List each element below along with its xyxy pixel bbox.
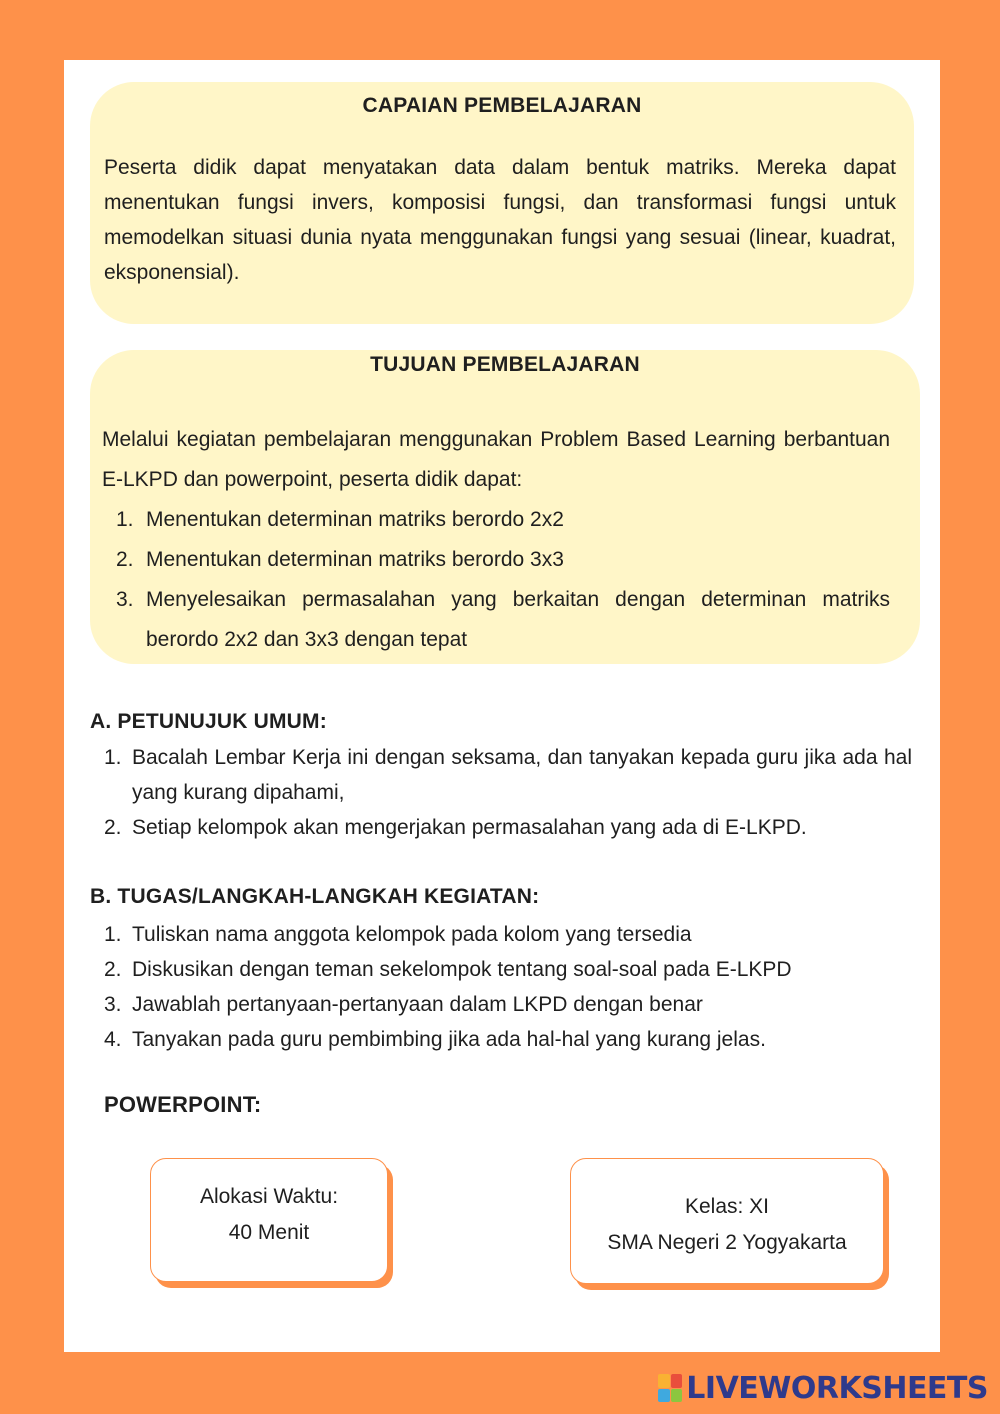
list-item xyxy=(104,740,912,810)
alokasi-waktu-card xyxy=(150,1158,388,1282)
list-item-text: Jawablah pertanyaan-pertanyaan dalam LKPD dengan benar xyxy=(132,993,703,1016)
tujuan-box xyxy=(90,350,920,664)
list-item xyxy=(104,952,912,987)
list-number: 3. xyxy=(116,588,134,611)
list-item-text: Menentukan determinan matriks berordo 2x2 xyxy=(146,508,564,531)
tujuan-intro: Melalui kegiatan pembelajaran menggunakan Problem Based Learning berbantuan E-LKPD dan powerpoint, peserta didik dapat: xyxy=(102,428,890,491)
list-item xyxy=(104,1022,912,1057)
liveworksheets-logo-icon xyxy=(658,1374,682,1402)
list-item xyxy=(104,987,912,1022)
tujuan-title: TUJUAN PEMBELAJARAN xyxy=(370,353,640,376)
worksheet-page xyxy=(64,60,940,1352)
kelas-card xyxy=(570,1158,884,1284)
alokasi-waktu-value: 40 Menit xyxy=(228,1221,310,1244)
liveworksheets-wordmark: LIVEWORKSHEETS xyxy=(686,1370,988,1406)
list-item-text: Tanyakan pada guru pembimbing jika ada hal-hal yang kurang jelas. xyxy=(132,1028,766,1051)
tugas-list xyxy=(104,917,912,1057)
list-item-text: Menentukan determinan matriks berordo 3x3 xyxy=(146,548,564,571)
list-item-text: Setiap kelompok akan mengerjakan permasalahan yang ada di E-LKPD. xyxy=(132,816,807,839)
petunjuk-list xyxy=(104,740,912,845)
list-item xyxy=(104,810,912,845)
petunjuk-heading: A. PETUNUJUK UMUM: xyxy=(90,710,327,733)
logo-square xyxy=(671,1374,683,1388)
logo-square xyxy=(658,1374,670,1388)
list-item-text: Diskusikan dengan teman sekelompok tentang soal-soal pada E-LKPD xyxy=(132,958,792,981)
logo-square xyxy=(658,1389,670,1403)
school-name: SMA Negeri 2 Yogyakarta xyxy=(607,1231,847,1254)
list-item xyxy=(104,917,912,952)
list-number: 2. xyxy=(104,958,122,981)
tugas-heading: B. TUGAS/LANGKAH-LANGKAH KEGIATAN: xyxy=(90,885,540,908)
list-number: 4. xyxy=(104,1028,122,1051)
list-number: 2. xyxy=(104,816,122,839)
capaian-text: Peserta didik dapat menyatakan data dalam bentuk matriks. Mereka dapat menentukan fungsi invers, komposisi fungsi, dan transformasi fungsi untuk memodelkan situasi dunia nyata menggunakan fungsi yang sesuai (linear, kuadrat, eksponensial). xyxy=(104,156,896,284)
list-number: 1. xyxy=(104,746,122,769)
list-item-text: Menyelesaikan permasalahan yang berkaitan dengan determinan matriks berordo 2x2 dan 3x3 dengan tepat xyxy=(146,588,890,651)
liveworksheets-brand[interactable] xyxy=(658,1370,988,1406)
capaian-box xyxy=(90,82,914,324)
list-item xyxy=(116,540,890,580)
list-item-text: Tuliskan nama anggota kelompok pada kolom yang tersedia xyxy=(132,923,692,946)
list-number: 3. xyxy=(104,993,122,1016)
kelas-label: Kelas: XI xyxy=(684,1195,770,1218)
powerpoint-label: POWERPOINT: xyxy=(104,1092,262,1117)
list-item xyxy=(116,580,890,660)
list-number: 2. xyxy=(116,548,134,571)
list-item xyxy=(116,500,890,540)
list-item-text: Bacalah Lembar Kerja ini dengan seksama, dan tanyakan kepada guru jika ada hal yang kurang dipahami, xyxy=(132,746,912,804)
logo-square xyxy=(671,1389,683,1403)
capaian-title: CAPAIAN PEMBELAJARAN xyxy=(362,94,642,117)
alokasi-waktu-label: Alokasi Waktu: xyxy=(199,1185,339,1208)
list-number: 1. xyxy=(104,923,122,946)
list-number: 1. xyxy=(116,508,134,531)
tujuan-list xyxy=(116,500,890,660)
